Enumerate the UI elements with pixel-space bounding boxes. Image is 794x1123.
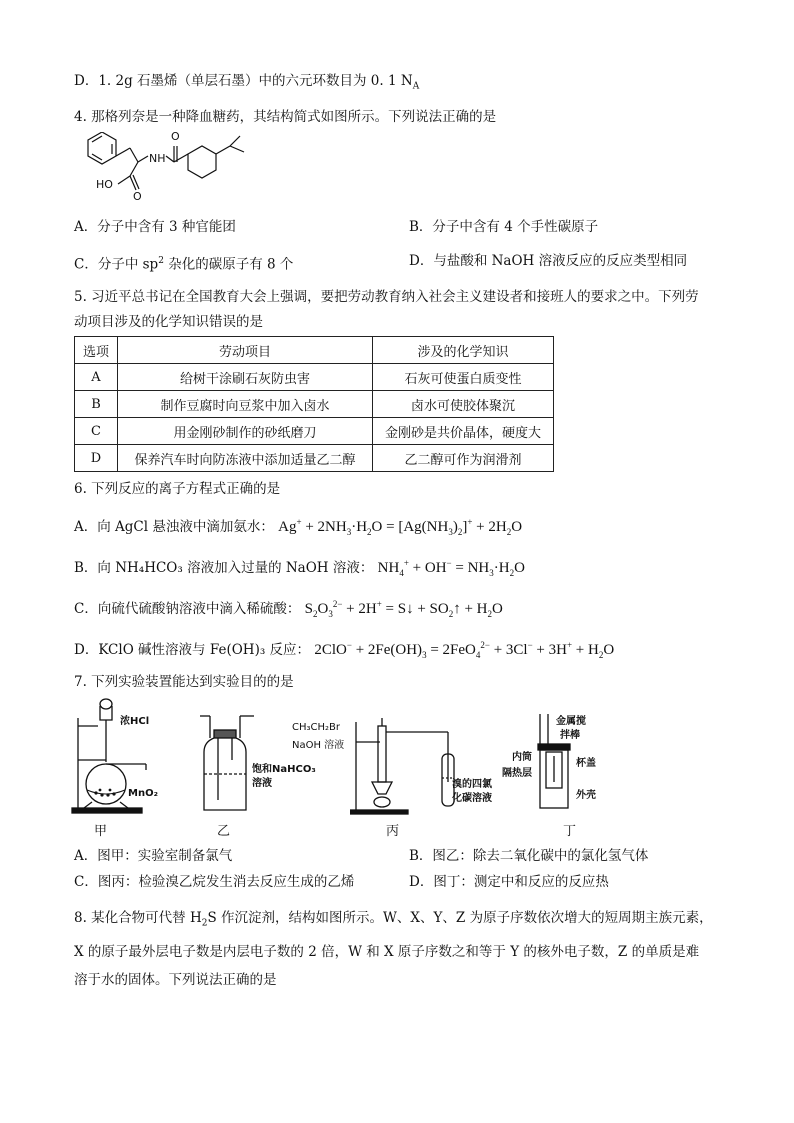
table-cell: A	[75, 364, 118, 391]
label-insulation: 隔热层	[502, 768, 532, 779]
q4-stem: 4. 那格列奈是一种降血糖药，其结构简式如图所示。下列说法正确的是	[74, 109, 497, 125]
label-ch3ch2br: CH₃CH₂Br	[292, 722, 340, 733]
table-cell: 石灰可使蛋白质变性	[373, 364, 554, 391]
mol-label-ho: HO	[96, 178, 113, 191]
q6-option-d-equation: $2ClO^- + 2Fe(OH)_3 = 2FeO_4^{2-} + 3Cl^- + 3H^+ + H_2O$	[314, 640, 615, 660]
q6-option-a-text: A．向 AgCl 悬浊液中滴加氨水：	[74, 519, 274, 535]
table-cell: 制作豆腐时向豆浆中加入卤水	[118, 391, 373, 418]
q8-stem-sub: 2	[201, 918, 208, 929]
q4-option-a: A．分子中含有 3 种官能团	[74, 219, 236, 235]
table-row	[75, 391, 554, 418]
q7-option-b: B．图乙：除去二氧化碳中的氯化氢气体	[409, 848, 649, 864]
table-cell: 保养汽车时向防冻液中添加适量乙二醇	[118, 445, 373, 472]
table-header-cell: 选项	[75, 337, 118, 364]
caption-ding: 丁	[563, 824, 577, 839]
q8-stem-post: S 作沉淀剂，结构如图所示。W、X、Y、Z 为原子序数依次增大的短周期主族元素，	[207, 910, 713, 926]
label-shell: 外壳	[576, 790, 596, 801]
q7-option-a: A．图甲：实验室制备氯气	[74, 848, 233, 864]
q5-table	[74, 336, 554, 472]
table-row	[75, 418, 554, 445]
label-sat-nahco3: 饱和NaHCO₃	[252, 764, 316, 775]
q8-stem-line3: 溶于水的固体。下列说法正确的是	[74, 972, 277, 988]
label-br-ccl4-2: 化碳溶液	[452, 793, 492, 804]
q8-stem-line2: X 的原子最外层电子数是内层电子数的 2 倍，W 和 X 原子序数之和等于 Y 的核外电子数，Z 的单质是难	[74, 944, 700, 960]
q7-stem: 7. 下列实验装置能达到实验目的的是	[74, 674, 294, 690]
table-header-row	[75, 337, 554, 364]
q6-option-c	[74, 595, 503, 623]
table-row	[75, 445, 554, 472]
table-cell: 金刚砂是共价晶体，硬度大	[373, 418, 554, 445]
table-cell: C	[75, 418, 118, 445]
q6-stem: 6. 下列反应的离子方程式正确的是	[74, 481, 281, 497]
q6-option-d	[74, 636, 614, 664]
q8-stem-line1	[74, 909, 713, 933]
caption-bing: 丙	[386, 824, 400, 839]
q4-option-c-pre: C．分子中 sp	[74, 256, 159, 273]
caption-jia: 甲	[94, 824, 108, 839]
table-cell: 给树干涂刷石灰防虫害	[118, 364, 373, 391]
q6-option-c-equation: $S_2O_3^{2-} + 2H^+$ = S↓ + $SO_2↑ + H_2O$	[304, 599, 503, 619]
apparatus-ding-figure	[530, 712, 576, 812]
q6-option-a-equation: $Ag^+ + 2NH_3\cdot H_2O = [Ag(NH_3)_2]^+ + 2H_2O$	[278, 517, 523, 537]
label-br-ccl4-1: 溴的四氯	[452, 779, 492, 790]
nateglinide-structure	[74, 132, 304, 204]
label-inner-cup: 内筒	[512, 752, 532, 763]
table-cell: B	[75, 391, 118, 418]
q7-option-d: D．图丁：测定中和反应的反应热	[409, 874, 609, 890]
label-lid: 杯盖	[576, 758, 596, 769]
label-nahco3-solution: 溶液	[252, 778, 272, 789]
q5-stem-line1: 5. 习近平总书记在全国教育大会上强调，要把劳动教育纳入社会主义建设者和接班人的要求之中。下列劳	[74, 289, 699, 305]
q7-option-c: C．图丙：检验溴乙烷发生消去反应生成的乙烯	[74, 874, 355, 890]
q6-option-a	[74, 513, 522, 541]
label-mno2: MnO₂	[128, 788, 158, 799]
label-conc-hcl: 浓HCl	[120, 716, 150, 727]
table-row	[75, 364, 554, 391]
table-header-cell: 劳动项目	[118, 337, 373, 364]
q4-option-d: D．与盐酸和 NaOH 溶液反应的反应类型相同	[409, 253, 688, 269]
q4-option-c-post: 杂化的碳原子有 8 个	[163, 256, 294, 273]
label-stir-rod-2: 拌棒	[560, 730, 580, 741]
table-cell: D	[75, 445, 118, 472]
table-cell: 卤水可使胶体聚沉	[373, 391, 554, 418]
q4-option-c-sup: 2	[158, 256, 164, 266]
q6-option-b-text: B．向 NH₄HCO₃ 溶液加入过量的 NaOH 溶液：	[74, 560, 374, 576]
table-cell: 用金刚砂制作的砂纸磨刀	[118, 418, 373, 445]
label-naoh-solution: NaOH 溶液	[292, 740, 345, 751]
label-stir-rod-1: 金属搅	[556, 716, 586, 727]
table-header-cell: 涉及的化学知识	[373, 337, 554, 364]
q6-option-c-text: C．向硫代硫酸钠溶液中滴入稀硫酸：	[74, 601, 301, 617]
q3-option-d	[74, 72, 419, 96]
mol-label-nh: NH	[149, 152, 166, 165]
q6-option-b-equation: $NH_4^+ + OH^- = NH_3\cdot H_2O$	[377, 558, 525, 578]
q3-option-d-text: D．1. 2g 石墨烯（单层石墨）中的六元环数目为 0. 1 N	[74, 73, 413, 89]
apparatus-yi-figure	[200, 712, 260, 814]
q6-option-d-text: D．KClO 碱性溶液与 Fe(OH)₃ 反应：	[74, 642, 311, 658]
q3-option-d-sub: A	[412, 81, 420, 92]
q5-stem-line2: 动项目涉及的化学知识错误的是	[74, 314, 263, 330]
table-cell: 乙二醇可作为润滑剂	[373, 445, 554, 472]
q6-option-b	[74, 554, 525, 582]
mol-label-o2: O	[133, 190, 142, 203]
caption-yi: 乙	[217, 824, 231, 839]
q8-stem-pre: 8. 某化合物可代替 H	[74, 910, 202, 926]
mol-label-o: O	[171, 130, 180, 143]
q4-option-b: B．分子中含有 4 个手性碳原子	[409, 219, 599, 235]
q4-option-c	[74, 252, 293, 274]
